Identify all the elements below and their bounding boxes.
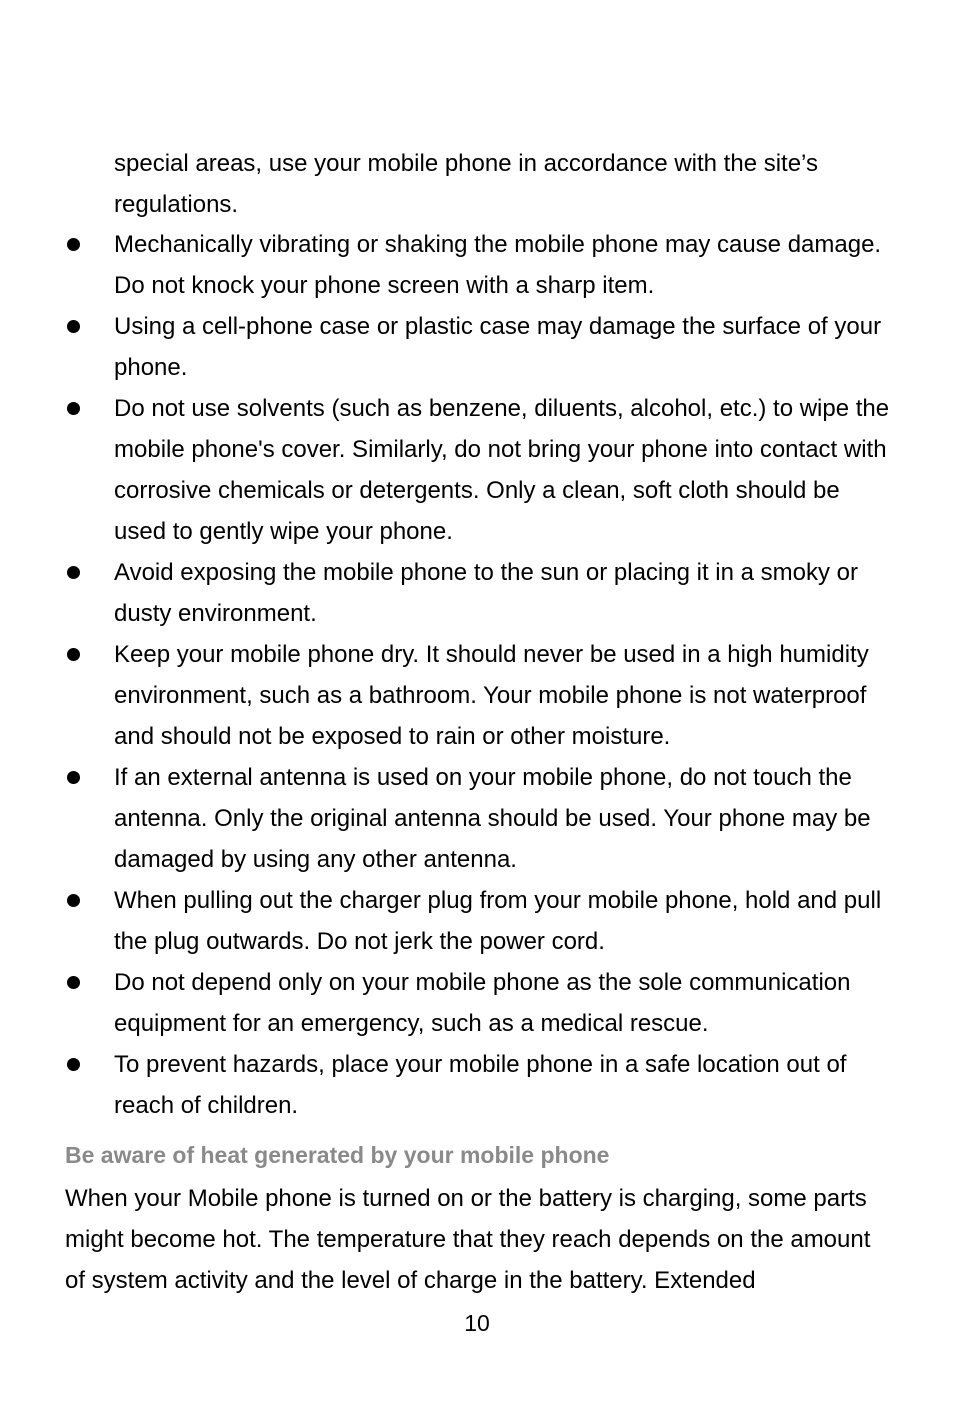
list-item (0, 880, 954, 962)
section-body-paragraph: When your Mobile phone is turned on or the battery is charging, some parts might become hot. The temperature that they reach depends on the amount of system activity and the level of charge in the battery. Extended (65, 1185, 871, 1294)
bullet-dot-icon (67, 238, 80, 251)
bullet-dot-icon (67, 566, 80, 579)
list-item-text: Using a cell-phone case or plastic case may damage the surface of your phone. (114, 313, 882, 381)
list-item (0, 757, 954, 880)
bullet-dot-icon (67, 402, 80, 415)
bullet-dot-icon (67, 771, 80, 784)
list-item-text: Avoid exposing the mobile phone to the sun or placing it in a smoky or dusty environment. (114, 559, 858, 627)
bullet-dot-icon (67, 648, 80, 661)
list-item (0, 634, 954, 757)
list-item-text: When pulling out the charger plug from your mobile phone, hold and pull the plug outwards. Do not jerk the power cord. (114, 887, 882, 955)
list-item-text: To prevent hazards, place your mobile phone in a safe location out of reach of children. (114, 1051, 847, 1119)
continuation-paragraph: special areas, use your mobile phone in accordance with the site’s regulations. (114, 150, 818, 218)
list-item-text: Keep your mobile phone dry. It should never be used in a high humidity environment, such as a bathroom. Your mobile phone is not waterproof and should not be exposed to rain or other moisture. (114, 641, 869, 750)
list-item (0, 962, 954, 1044)
list-item (0, 1044, 954, 1126)
precautions-list (0, 224, 954, 1126)
bullet-dot-icon (67, 976, 80, 989)
bullet-dot-icon (67, 894, 80, 907)
section-heading: Be aware of heat generated by your mobile phone (65, 1142, 610, 1168)
list-item (0, 306, 954, 388)
list-item-text: Do not depend only on your mobile phone as the sole communication equipment for an emergency, such as a medical rescue. (114, 969, 851, 1037)
list-item-text: Mechanically vibrating or shaking the mobile phone may cause damage. Do not knock your phone screen with a sharp item. (114, 231, 882, 299)
list-item (0, 388, 954, 552)
bullet-dot-icon (67, 320, 80, 333)
list-item-text: Do not use solvents (such as benzene, diluents, alcohol, etc.) to wipe the mobile phone's cover. Similarly, do not bring your phone into contact with corrosive chemicals or detergents. Only a clean, soft cloth should be used to gently wipe your phone. (114, 395, 890, 545)
list-item (0, 224, 954, 306)
list-item (0, 552, 954, 634)
page-number: 10 (464, 1310, 490, 1336)
list-item-text: If an external antenna is used on your mobile phone, do not touch the antenna. Only the original antenna should be used. Your phone may be damaged by using any other antenna. (114, 764, 871, 873)
bullet-dot-icon (67, 1058, 80, 1071)
